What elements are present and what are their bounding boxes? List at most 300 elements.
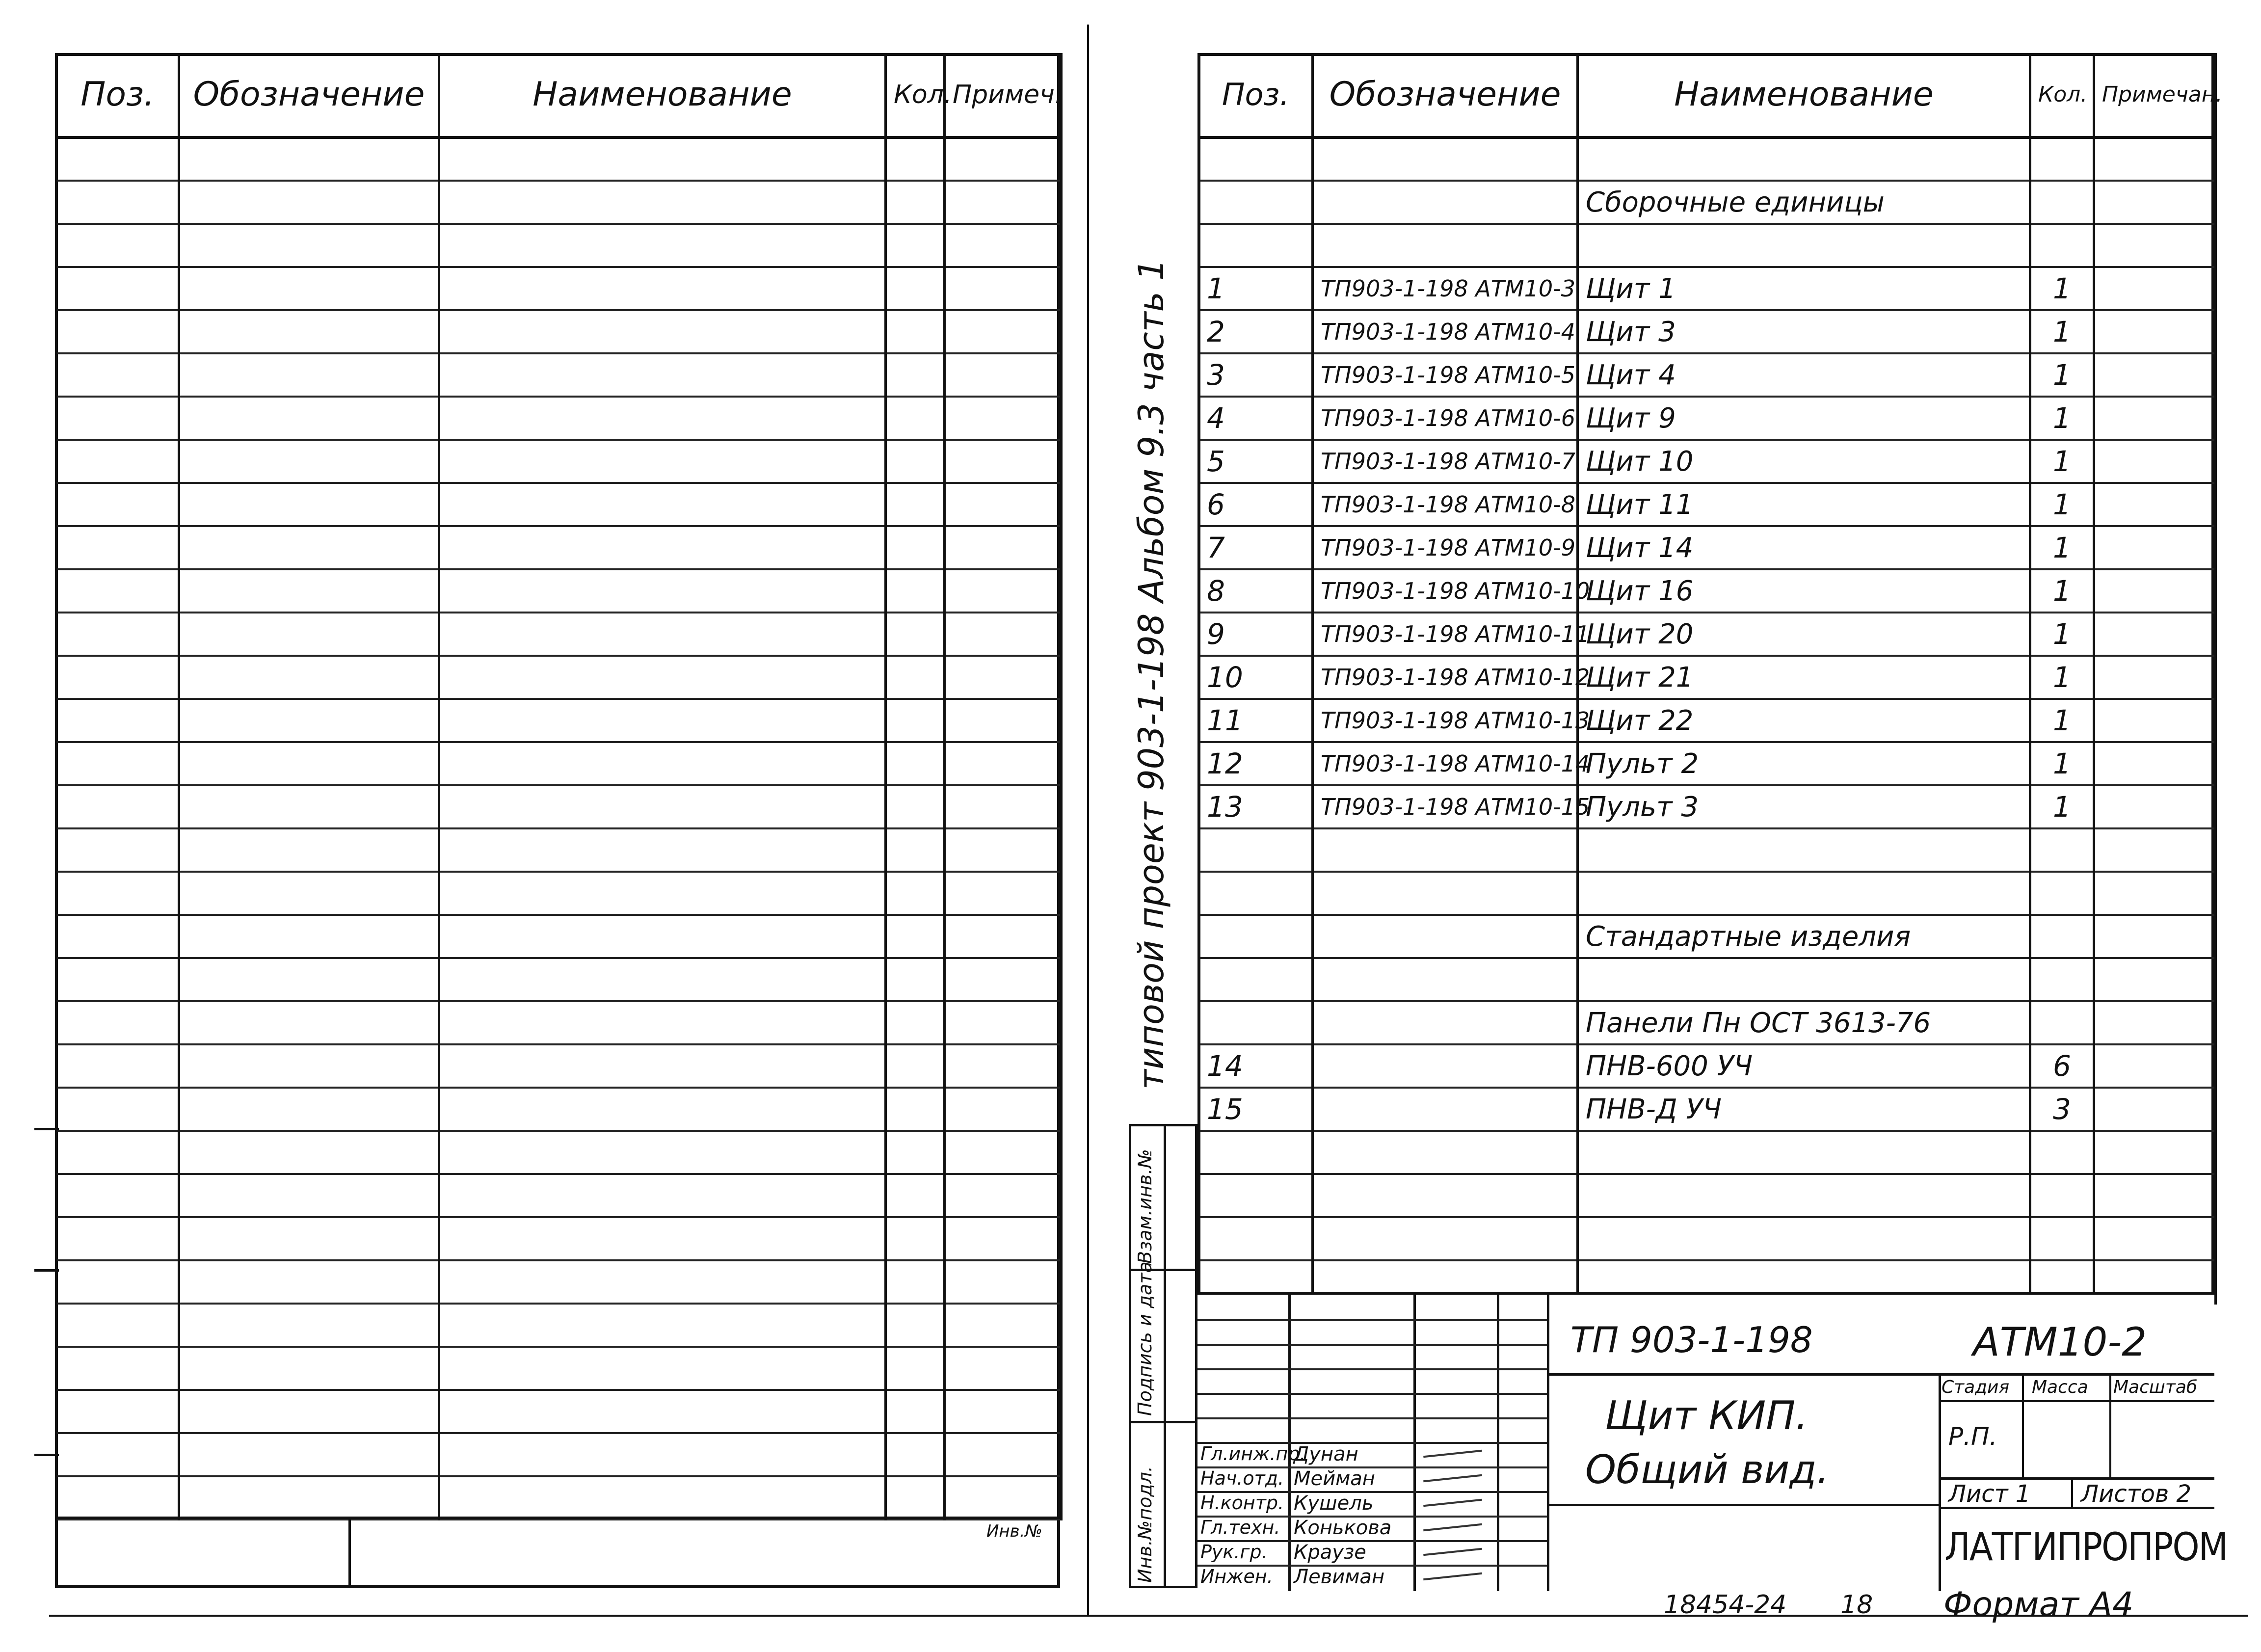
right-cell-note bbox=[2094, 656, 2216, 699]
left-cell bbox=[439, 1044, 886, 1088]
left-cell bbox=[945, 828, 1062, 872]
right-table-row bbox=[1199, 1044, 2216, 1088]
tb-signature-mark bbox=[1423, 1523, 1482, 1532]
left-cell bbox=[56, 1044, 179, 1088]
left-cell bbox=[886, 1174, 945, 1217]
tb-scale-label: Масштаб bbox=[2113, 1377, 2198, 1397]
right-cell-note bbox=[2094, 699, 2216, 742]
left-cell bbox=[886, 1260, 945, 1304]
right-cell-pos bbox=[1199, 137, 1313, 181]
right-cell-note bbox=[2094, 267, 2216, 310]
left-cell bbox=[886, 224, 945, 267]
right-cell-name bbox=[1578, 1131, 2030, 1174]
right-cell-designation: ТП903-1-198 АТМ10-11 bbox=[1313, 613, 1578, 656]
left-cell bbox=[886, 483, 945, 526]
right-header-designation: Обозначение bbox=[1313, 53, 1578, 137]
left-cell bbox=[439, 1390, 886, 1433]
left-cell bbox=[886, 613, 945, 656]
left-cell bbox=[886, 785, 945, 828]
tb-person-name: Дунан bbox=[1294, 1443, 1358, 1465]
left-cell bbox=[179, 958, 439, 1001]
left-cell bbox=[179, 1174, 439, 1217]
left-cell bbox=[56, 613, 179, 656]
right-cell-pos bbox=[1199, 224, 1313, 267]
right-cell-name: Пульт 2 bbox=[1578, 742, 2030, 785]
right-cell-name: Щит 20 bbox=[1578, 613, 2030, 656]
left-cell bbox=[886, 656, 945, 699]
left-cell bbox=[439, 699, 886, 742]
left-cell bbox=[439, 483, 886, 526]
left-cell bbox=[945, 699, 1062, 742]
left-header-name: Наименование bbox=[439, 53, 886, 137]
left-table-row bbox=[56, 310, 1062, 353]
right-table-row bbox=[1199, 483, 2216, 526]
left-cell bbox=[56, 1433, 179, 1476]
left-cell bbox=[179, 1390, 439, 1433]
right-cell-name bbox=[1578, 872, 2030, 915]
stamp-inv-orig: Инв.№подл. bbox=[1134, 1465, 1156, 1583]
tb-person-role: Н.контр. bbox=[1200, 1492, 1284, 1514]
left-cell bbox=[179, 440, 439, 483]
left-cell bbox=[945, 613, 1062, 656]
right-cell-pos bbox=[1199, 872, 1313, 915]
left-bottom-divider bbox=[55, 1517, 1060, 1519]
left-cell bbox=[439, 1476, 886, 1519]
right-cell-note bbox=[2094, 224, 2216, 267]
right-table-row bbox=[1199, 1001, 2216, 1044]
right-table-row bbox=[1199, 828, 2216, 872]
left-cell bbox=[439, 440, 886, 483]
left-table-row bbox=[56, 526, 1062, 569]
right-cell-note bbox=[2094, 181, 2216, 224]
right-cell-pos: 10 bbox=[1199, 656, 1313, 699]
left-cell bbox=[945, 1390, 1062, 1433]
left-table-row bbox=[56, 958, 1062, 1001]
right-cell-qty bbox=[2030, 872, 2094, 915]
left-cell bbox=[886, 699, 945, 742]
left-cell bbox=[945, 310, 1062, 353]
right-cell-name: Щит 22 bbox=[1578, 699, 2030, 742]
left-table-row bbox=[56, 1217, 1062, 1260]
left-cell bbox=[179, 353, 439, 397]
right-header-pos: Поз. bbox=[1199, 53, 1313, 137]
left-table-row bbox=[56, 137, 1062, 181]
right-cell-qty: 1 bbox=[2030, 785, 2094, 828]
left-cell bbox=[886, 1433, 945, 1476]
right-table-row bbox=[1199, 1174, 2216, 1217]
left-cell bbox=[945, 353, 1062, 397]
right-cell-qty: 1 bbox=[2030, 569, 2094, 613]
left-cell bbox=[56, 1347, 179, 1390]
right-cell-designation: ТП903-1-198 АТМ10-15 bbox=[1313, 785, 1578, 828]
right-cell-note bbox=[2094, 1174, 2216, 1217]
right-cell-qty: 1 bbox=[2030, 310, 2094, 353]
tb-mass-label: Масса bbox=[2032, 1377, 2088, 1397]
right-cell-pos: 3 bbox=[1199, 353, 1313, 397]
right-cell-qty: 1 bbox=[2030, 397, 2094, 440]
left-cell bbox=[945, 872, 1062, 915]
right-cell-qty: 1 bbox=[2030, 656, 2094, 699]
left-header-designation: Обозначение bbox=[179, 53, 439, 137]
left-cell bbox=[945, 397, 1062, 440]
right-cell-designation bbox=[1313, 1217, 1578, 1260]
left-cell bbox=[56, 1260, 179, 1304]
right-cell-note bbox=[2094, 353, 2216, 397]
margin-tick bbox=[34, 1454, 59, 1456]
left-cell bbox=[886, 526, 945, 569]
left-cell bbox=[439, 137, 886, 181]
left-cell bbox=[56, 915, 179, 958]
right-cell-pos bbox=[1199, 828, 1313, 872]
left-table-row bbox=[56, 1433, 1062, 1476]
left-cell bbox=[945, 526, 1062, 569]
right-cell-qty bbox=[2030, 1001, 2094, 1044]
left-cell bbox=[439, 1001, 886, 1044]
left-cell bbox=[886, 1001, 945, 1044]
right-cell-pos bbox=[1199, 1174, 1313, 1217]
left-cell bbox=[439, 267, 886, 310]
left-cell bbox=[56, 569, 179, 613]
right-cell-pos: 4 bbox=[1199, 397, 1313, 440]
tb-person-role: Гл.инж.пр. bbox=[1200, 1443, 1306, 1465]
right-cell-designation: ТП903-1-198 АТМ10-5 bbox=[1313, 353, 1578, 397]
left-cell bbox=[945, 915, 1062, 958]
right-cell-qty bbox=[2030, 958, 2094, 1001]
right-cell-designation bbox=[1313, 1044, 1578, 1088]
left-cell bbox=[179, 1304, 439, 1347]
right-cell-note bbox=[2094, 828, 2216, 872]
left-cell bbox=[886, 1347, 945, 1390]
left-cell bbox=[945, 1304, 1062, 1347]
right-table-row bbox=[1199, 440, 2216, 483]
right-cell-pos: 5 bbox=[1199, 440, 1313, 483]
left-cell bbox=[945, 181, 1062, 224]
left-cell bbox=[886, 181, 945, 224]
right-cell-qty bbox=[2030, 181, 2094, 224]
right-cell-designation bbox=[1313, 828, 1578, 872]
left-cell bbox=[886, 440, 945, 483]
right-table-row bbox=[1199, 699, 2216, 742]
left-cell bbox=[56, 872, 179, 915]
left-cell bbox=[56, 958, 179, 1001]
left-cell bbox=[56, 1304, 179, 1347]
left-table-row bbox=[56, 828, 1062, 872]
left-cell bbox=[179, 1260, 439, 1304]
right-table-row bbox=[1199, 915, 2216, 958]
left-cell bbox=[56, 1476, 179, 1519]
right-cell-pos: 1 bbox=[1199, 267, 1313, 310]
right-table-row bbox=[1199, 656, 2216, 699]
left-cell bbox=[886, 1044, 945, 1088]
right-cell-note bbox=[2094, 742, 2216, 785]
left-cell bbox=[439, 1131, 886, 1174]
right-cell-designation: ТП903-1-198 АТМ10-4 bbox=[1313, 310, 1578, 353]
right-cell-designation: ТП903-1-198 АТМ10-8 bbox=[1313, 483, 1578, 526]
tb-person-name: Краузе bbox=[1294, 1541, 1366, 1564]
left-cell bbox=[56, 137, 179, 181]
right-cell-qty bbox=[2030, 224, 2094, 267]
right-cell-designation: ТП903-1-198 АТМ10-12 bbox=[1313, 656, 1578, 699]
left-cell bbox=[56, 224, 179, 267]
left-cell bbox=[439, 1217, 886, 1260]
left-cell bbox=[179, 483, 439, 526]
right-table-row bbox=[1199, 224, 2216, 267]
left-cell bbox=[945, 958, 1062, 1001]
left-cell bbox=[945, 569, 1062, 613]
right-cell-note bbox=[2094, 1001, 2216, 1044]
left-cell bbox=[179, 1217, 439, 1260]
left-cell bbox=[945, 1260, 1062, 1304]
right-cell-name: ПНВ-600 УЧ bbox=[1578, 1044, 2030, 1088]
right-cell-pos: 2 bbox=[1199, 310, 1313, 353]
right-cell-name: Стандартные изделия bbox=[1578, 915, 2030, 958]
left-cell bbox=[56, 1217, 179, 1260]
right-cell-designation bbox=[1313, 872, 1578, 915]
left-cell bbox=[56, 1131, 179, 1174]
left-cell bbox=[945, 267, 1062, 310]
left-cell bbox=[945, 1001, 1062, 1044]
right-cell-name: Панели Пн ОСТ 3613-76 bbox=[1578, 1001, 2030, 1044]
right-cell-designation bbox=[1313, 1174, 1578, 1217]
left-cell bbox=[56, 440, 179, 483]
right-cell-qty bbox=[2030, 915, 2094, 958]
left-cell bbox=[179, 742, 439, 785]
left-cell bbox=[886, 1131, 945, 1174]
right-table-row bbox=[1199, 353, 2216, 397]
right-cell-pos bbox=[1199, 958, 1313, 1001]
right-header-name: Наименование bbox=[1578, 53, 2030, 137]
left-cell bbox=[179, 526, 439, 569]
left-cell bbox=[179, 1476, 439, 1519]
left-table-row bbox=[56, 224, 1062, 267]
left-table-row bbox=[56, 872, 1062, 915]
tb-person-name: Кушель bbox=[1294, 1492, 1374, 1515]
left-cell bbox=[179, 137, 439, 181]
tb-doc: АТМ10-2 bbox=[1973, 1319, 2147, 1365]
right-cell-name: Щит 9 bbox=[1578, 397, 2030, 440]
left-cell bbox=[179, 915, 439, 958]
left-cell bbox=[886, 742, 945, 785]
right-cell-name: Щит 10 bbox=[1578, 440, 2030, 483]
left-cell bbox=[439, 181, 886, 224]
tb-signature-mark bbox=[1423, 1474, 1482, 1483]
left-cell bbox=[886, 1476, 945, 1519]
right-cell-qty: 1 bbox=[2030, 440, 2094, 483]
right-cell-qty: 1 bbox=[2030, 526, 2094, 569]
left-cell bbox=[56, 656, 179, 699]
left-cell bbox=[945, 1217, 1062, 1260]
left-cell bbox=[439, 872, 886, 915]
left-cell bbox=[179, 1433, 439, 1476]
right-cell-qty bbox=[2030, 137, 2094, 181]
right-cell-pos bbox=[1199, 181, 1313, 224]
left-cell bbox=[886, 397, 945, 440]
bottom-trim-line bbox=[49, 1615, 2248, 1617]
tb-person-name: Мейман bbox=[1294, 1467, 1375, 1490]
left-cell bbox=[945, 785, 1062, 828]
left-table-row bbox=[56, 353, 1062, 397]
right-cell-note bbox=[2094, 310, 2216, 353]
left-cell bbox=[886, 1088, 945, 1131]
left-table-row bbox=[56, 1088, 1062, 1131]
right-cell-name bbox=[1578, 137, 2030, 181]
right-table-row bbox=[1199, 526, 2216, 569]
left-cell bbox=[179, 1001, 439, 1044]
tb-signature-mark bbox=[1423, 1499, 1482, 1507]
right-header-note: Примечан. bbox=[2094, 53, 2216, 137]
right-spec-table bbox=[1197, 53, 2223, 1305]
left-cell bbox=[56, 181, 179, 224]
left-cell bbox=[56, 1174, 179, 1217]
left-cell bbox=[439, 1260, 886, 1304]
right-cell-qty: 1 bbox=[2030, 483, 2094, 526]
left-cell bbox=[886, 353, 945, 397]
right-cell-pos: 15 bbox=[1199, 1088, 1313, 1131]
left-cell bbox=[179, 310, 439, 353]
left-cell bbox=[886, 310, 945, 353]
left-cell bbox=[179, 397, 439, 440]
tb-stage-label: Стадия bbox=[1942, 1377, 2010, 1397]
right-cell-pos: 7 bbox=[1199, 526, 1313, 569]
tb-title-line2: Общий вид. bbox=[1585, 1447, 1829, 1492]
left-cell bbox=[945, 483, 1062, 526]
left-cell bbox=[439, 915, 886, 958]
left-table-row bbox=[56, 613, 1062, 656]
right-table-row bbox=[1199, 137, 2216, 181]
right-cell-qty bbox=[2030, 1217, 2094, 1260]
left-cell bbox=[56, 483, 179, 526]
right-cell-pos: 12 bbox=[1199, 742, 1313, 785]
left-table-row bbox=[56, 483, 1062, 526]
margin-tick bbox=[34, 1269, 59, 1272]
left-cell bbox=[179, 181, 439, 224]
left-cell bbox=[886, 1390, 945, 1433]
right-cell-pos: 11 bbox=[1199, 699, 1313, 742]
right-cell-name bbox=[1578, 958, 2030, 1001]
left-cell bbox=[439, 958, 886, 1001]
tb-person-name: Левиман bbox=[1294, 1566, 1385, 1588]
left-cell bbox=[439, 353, 886, 397]
right-cell-note bbox=[2094, 1131, 2216, 1174]
right-cell-pos bbox=[1199, 915, 1313, 958]
right-cell-note bbox=[2094, 1088, 2216, 1131]
right-table-row bbox=[1199, 742, 2216, 785]
right-cell-name: ПНВ-Д УЧ bbox=[1578, 1088, 2030, 1131]
left-bottom-split bbox=[348, 1517, 351, 1588]
right-cell-designation: ТП903-1-198 АТМ10-6 bbox=[1313, 397, 1578, 440]
right-cell-designation: ТП903-1-198 АТМ10-7 bbox=[1313, 440, 1578, 483]
left-table-row bbox=[56, 742, 1062, 785]
right-table-row bbox=[1199, 958, 2216, 1001]
right-cell-note bbox=[2094, 137, 2216, 181]
tb-person-role: Рук.гр. bbox=[1200, 1541, 1268, 1563]
left-table-row bbox=[56, 1304, 1062, 1347]
right-cell-qty: 1 bbox=[2030, 699, 2094, 742]
left-cell bbox=[179, 613, 439, 656]
left-cell bbox=[945, 224, 1062, 267]
left-cell bbox=[439, 1433, 886, 1476]
right-cell-qty: 1 bbox=[2030, 267, 2094, 310]
right-cell-designation: ТП903-1-198 АТМ10-3 bbox=[1313, 267, 1578, 310]
left-cell bbox=[179, 267, 439, 310]
left-cell bbox=[439, 569, 886, 613]
right-cell-designation bbox=[1313, 1088, 1578, 1131]
left-cell bbox=[56, 785, 179, 828]
left-table-row bbox=[56, 1131, 1062, 1174]
left-cell bbox=[179, 699, 439, 742]
right-cell-pos: 6 bbox=[1199, 483, 1313, 526]
right-cell-note bbox=[2094, 915, 2216, 958]
left-cell bbox=[179, 828, 439, 872]
left-table-row bbox=[56, 181, 1062, 224]
left-cell bbox=[439, 656, 886, 699]
left-cell bbox=[56, 742, 179, 785]
right-table-row bbox=[1199, 1131, 2216, 1174]
left-cell bbox=[439, 828, 886, 872]
right-cell-qty: 1 bbox=[2030, 353, 2094, 397]
left-cell bbox=[886, 1304, 945, 1347]
tb-org: ЛАТГИПРОПРОМ bbox=[1944, 1525, 2228, 1570]
right-table-row bbox=[1199, 785, 2216, 828]
left-cell bbox=[179, 785, 439, 828]
left-cell bbox=[439, 224, 886, 267]
right-table-row bbox=[1199, 1088, 2216, 1131]
left-cell bbox=[179, 1088, 439, 1131]
left-table-row bbox=[56, 1390, 1062, 1433]
tb-person-role: Нач.отд. bbox=[1200, 1467, 1284, 1489]
right-cell-pos bbox=[1199, 1001, 1313, 1044]
right-cell-name: Щит 11 bbox=[1578, 483, 2030, 526]
title-block bbox=[1197, 1292, 2228, 1588]
left-cell bbox=[56, 1088, 179, 1131]
left-cell bbox=[56, 353, 179, 397]
left-cell bbox=[886, 137, 945, 181]
left-cell bbox=[56, 1390, 179, 1433]
right-cell-note bbox=[2094, 1044, 2216, 1088]
left-spec-table bbox=[55, 53, 1063, 1520]
stamp-replace-inv: Взам.инв.№ bbox=[1134, 1149, 1156, 1264]
right-cell-qty: 1 bbox=[2030, 742, 2094, 785]
right-cell-designation: ТП903-1-198 АТМ10-14 bbox=[1313, 742, 1578, 785]
right-table-row bbox=[1199, 1217, 2216, 1260]
tb-person-role: Гл.техн. bbox=[1200, 1517, 1280, 1538]
left-table-row bbox=[56, 397, 1062, 440]
tb-sheets: Листов 2 bbox=[2081, 1480, 2192, 1508]
right-cell-note bbox=[2094, 872, 2216, 915]
right-cell-designation: ТП903-1-198 АТМ10-13 bbox=[1313, 699, 1578, 742]
right-cell-note bbox=[2094, 569, 2216, 613]
left-table-row bbox=[56, 915, 1062, 958]
right-cell-name: Щит 3 bbox=[1578, 310, 2030, 353]
right-cell-qty bbox=[2030, 1131, 2094, 1174]
left-cell bbox=[439, 1347, 886, 1390]
left-table-row bbox=[56, 1260, 1062, 1304]
left-table-row bbox=[56, 1044, 1062, 1088]
right-table-row bbox=[1199, 872, 2216, 915]
tb-title-line1: Щит КИП. bbox=[1605, 1393, 1808, 1439]
left-cell bbox=[945, 1347, 1062, 1390]
tb-signature-mark bbox=[1423, 1572, 1482, 1581]
footer-number: 18454-24 bbox=[1664, 1590, 1787, 1620]
tb-person-role: Инжен. bbox=[1200, 1566, 1273, 1587]
left-cell bbox=[886, 1217, 945, 1260]
left-stamp-text: Инв.№ bbox=[986, 1521, 1042, 1541]
right-cell-pos: 8 bbox=[1199, 569, 1313, 613]
right-table-row bbox=[1199, 569, 2216, 613]
right-cell-qty: 3 bbox=[2030, 1088, 2094, 1131]
right-cell-name: Щит 16 bbox=[1578, 569, 2030, 613]
left-cell bbox=[179, 1131, 439, 1174]
